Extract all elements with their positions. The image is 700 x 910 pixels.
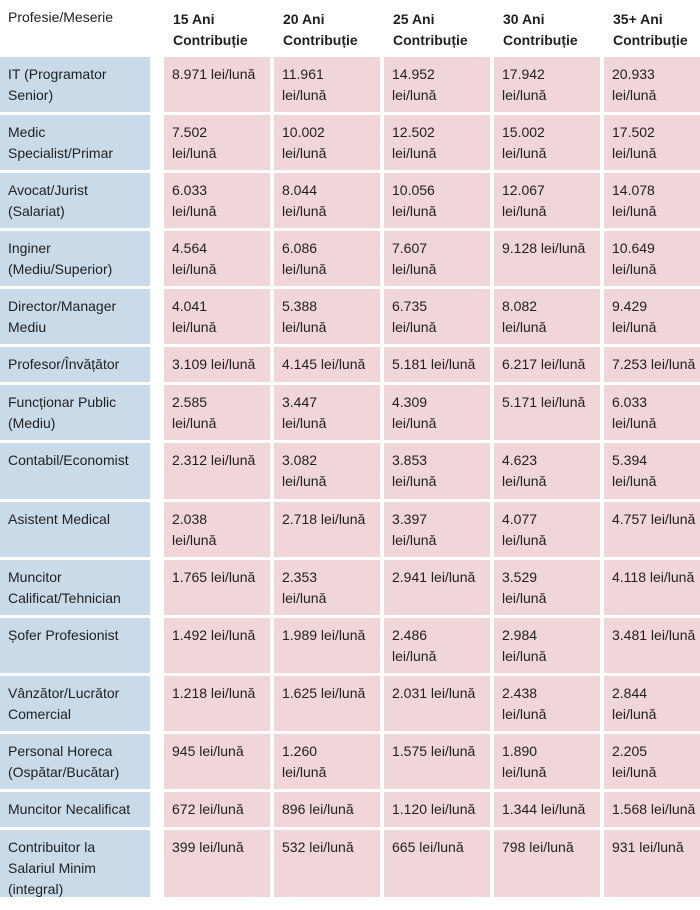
pension-value-cell: 2.585 lei/lună [164,385,270,440]
pension-value-cell: 10.649 lei/lună [604,231,700,286]
profession-cell: IT (Programator Senior) [0,57,150,112]
pension-value-cell: 4.564 lei/lună [164,231,270,286]
table-row [0,115,700,170]
table-row [0,289,700,344]
pension-value-cell: 1.575 lei/lună [384,734,490,789]
profession-cell: Contabil/Economist [0,443,150,499]
pension-value-cell: 4.118 lei/lună [604,560,700,615]
pension-value-cell: 5.394 lei/lună [604,443,700,499]
pension-value-cell: 3.481 lei/lună [604,618,700,673]
profession-cell: Asistent Medical [0,502,150,557]
table-row [0,502,700,557]
pension-value-cell: 3.853 lei/lună [384,443,490,499]
pension-value-cell: 17.502 lei/lună [604,115,700,170]
table-row [0,385,700,440]
pension-value-cell: 4.077 lei/lună [494,502,600,557]
pension-value-cell: 2.941 lei/lună [384,560,490,615]
header-15-years: 15 Ani Contribuție [173,11,248,48]
pension-value-cell: 14.078 lei/lună [604,173,700,228]
pension-value-cell: 4.041 lei/lună [164,289,270,344]
table-row [0,231,700,286]
pension-value-cell: 532 lei/lună [274,830,380,897]
table-header [0,0,700,56]
header-25-years: 25 Ani Contribuție [393,11,468,48]
pension-value-cell: 7.253 lei/lună [604,347,700,382]
pension-value-cell: 1.765 lei/lună [164,560,270,615]
profession-cell: Avocat/Jurist (Salariat) [0,173,150,228]
pension-value-cell: 2.353 lei/lună [274,560,380,615]
pension-value-cell: 2.984 lei/lună [494,618,600,673]
header-20-years: 20 Ani Contribuție [283,11,358,48]
header-35-years: 35+ Ani Contribuție [613,11,688,48]
pension-value-cell: 1.890 lei/lună [494,734,600,789]
pension-value-cell: 6.735 lei/lună [384,289,490,344]
pension-value-cell: 1.120 lei/lună [384,792,490,827]
pension-value-cell: 896 lei/lună [274,792,380,827]
pension-value-cell: 665 lei/lună [384,830,490,897]
pension-value-cell: 2.438 lei/lună [494,676,600,731]
table-row [0,347,700,382]
pension-value-cell: 3.082 lei/lună [274,443,380,499]
pension-value-cell: 5.388 lei/lună [274,289,380,344]
header-30-years: 30 Ani Contribuție [503,11,578,48]
pension-value-cell: 4.309 lei/lună [384,385,490,440]
pension-value-cell: 6.086 lei/lună [274,231,380,286]
pension-value-cell: 3.447 lei/lună [274,385,380,440]
pension-value-cell: 10.056 lei/lună [384,173,490,228]
table-row [0,173,700,228]
pension-value-cell: 1.625 lei/lună [274,676,380,731]
pension-value-cell: 2.844 lei/lună [604,676,700,731]
pension-value-cell: 5.181 lei/lună [384,347,490,382]
pension-value-cell: 2.205 lei/lună [604,734,700,789]
pension-value-cell: 2.038 lei/lună [164,502,270,557]
pension-value-cell: 399 lei/lună [164,830,270,897]
pension-value-cell: 7.607 lei/lună [384,231,490,286]
pension-value-cell: 8.971 lei/lună [164,57,270,112]
pension-value-cell: 6.217 lei/lună [494,347,600,382]
pension-value-cell: 1.989 lei/lună [274,618,380,673]
pension-value-cell: 3.397 lei/lună [384,502,490,557]
profession-cell: Director/Manager Mediu [0,289,150,344]
pension-value-cell: 15.002 lei/lună [494,115,600,170]
pension-value-cell: 7.502 lei/lună [164,115,270,170]
pension-value-cell: 4.757 lei/lună [604,502,700,557]
pension-value-cell: 1.568 lei/lună [604,792,700,827]
profession-cell: Contribuitor la Salariul Minim (integral) [0,830,150,897]
pension-value-cell: 1.492 lei/lună [164,618,270,673]
pension-value-cell: 3.109 lei/lună [164,347,270,382]
pension-value-cell: 2.312 lei/lună [164,443,270,499]
pension-value-cell: 4.623 lei/lună [494,443,600,499]
pension-value-cell: 20.933 lei/lună [604,57,700,112]
table-row [0,792,700,827]
pension-value-cell: 672 lei/lună [164,792,270,827]
table-row [0,57,700,112]
profession-cell: Funcționar Public (Mediu) [0,385,150,440]
table-row [0,443,700,499]
pension-value-cell: 2.031 lei/lună [384,676,490,731]
pension-value-cell: 17.942 lei/lună [494,57,600,112]
profession-cell: Muncitor Necalificat [0,792,150,827]
pension-value-cell: 11.961 lei/lună [274,57,380,112]
pension-value-cell: 14.952 lei/lună [384,57,490,112]
pension-value-cell: 6.033 lei/lună [604,385,700,440]
pension-value-cell: 9.128 lei/lună [494,231,600,286]
table-row [0,618,700,673]
pension-value-cell: 9.429 lei/lună [604,289,700,344]
pension-value-cell: 2.718 lei/lună [274,502,380,557]
header-profession: Profesie/Meserie [8,9,114,25]
table-row [0,734,700,789]
pension-value-cell: 4.145 lei/lună [274,347,380,382]
pension-value-cell: 1.260 lei/lună [274,734,380,789]
pension-value-cell: 5.171 lei/lună [494,385,600,440]
table-row [0,560,700,615]
pension-value-cell: 8.044 lei/lună [274,173,380,228]
profession-cell: Profesor/Învățător [0,347,150,382]
table-row [0,830,700,897]
profession-cell: Medic Specialist/Primar [0,115,150,170]
profession-cell: Inginer (Mediu/Superior) [0,231,150,286]
pension-value-cell: 12.067 lei/lună [494,173,600,228]
pension-value-cell: 12.502 lei/lună [384,115,490,170]
table-row [0,676,700,731]
pension-value-cell: 8.082 lei/lună [494,289,600,344]
profession-cell: Muncitor Calificat/Tehnician [0,560,150,615]
pension-value-cell: 3.529 lei/lună [494,560,600,615]
pension-value-cell: 6.033 lei/lună [164,173,270,228]
pension-value-cell: 10.002 lei/lună [274,115,380,170]
pension-value-cell: 945 lei/lună [164,734,270,789]
pension-value-cell: 1.344 lei/lună [494,792,600,827]
pension-value-cell: 2.486 lei/lună [384,618,490,673]
profession-cell: Vânzător/Lucrător Comercial [0,676,150,731]
pension-value-cell: 798 lei/lună [494,830,600,897]
pension-value-cell: 1.218 lei/lună [164,676,270,731]
profession-cell: Personal Horeca (Ospătar/Bucătar) [0,734,150,789]
pension-value-cell: 931 lei/lună [604,830,700,897]
profession-cell: Șofer Profesionist [0,618,150,673]
